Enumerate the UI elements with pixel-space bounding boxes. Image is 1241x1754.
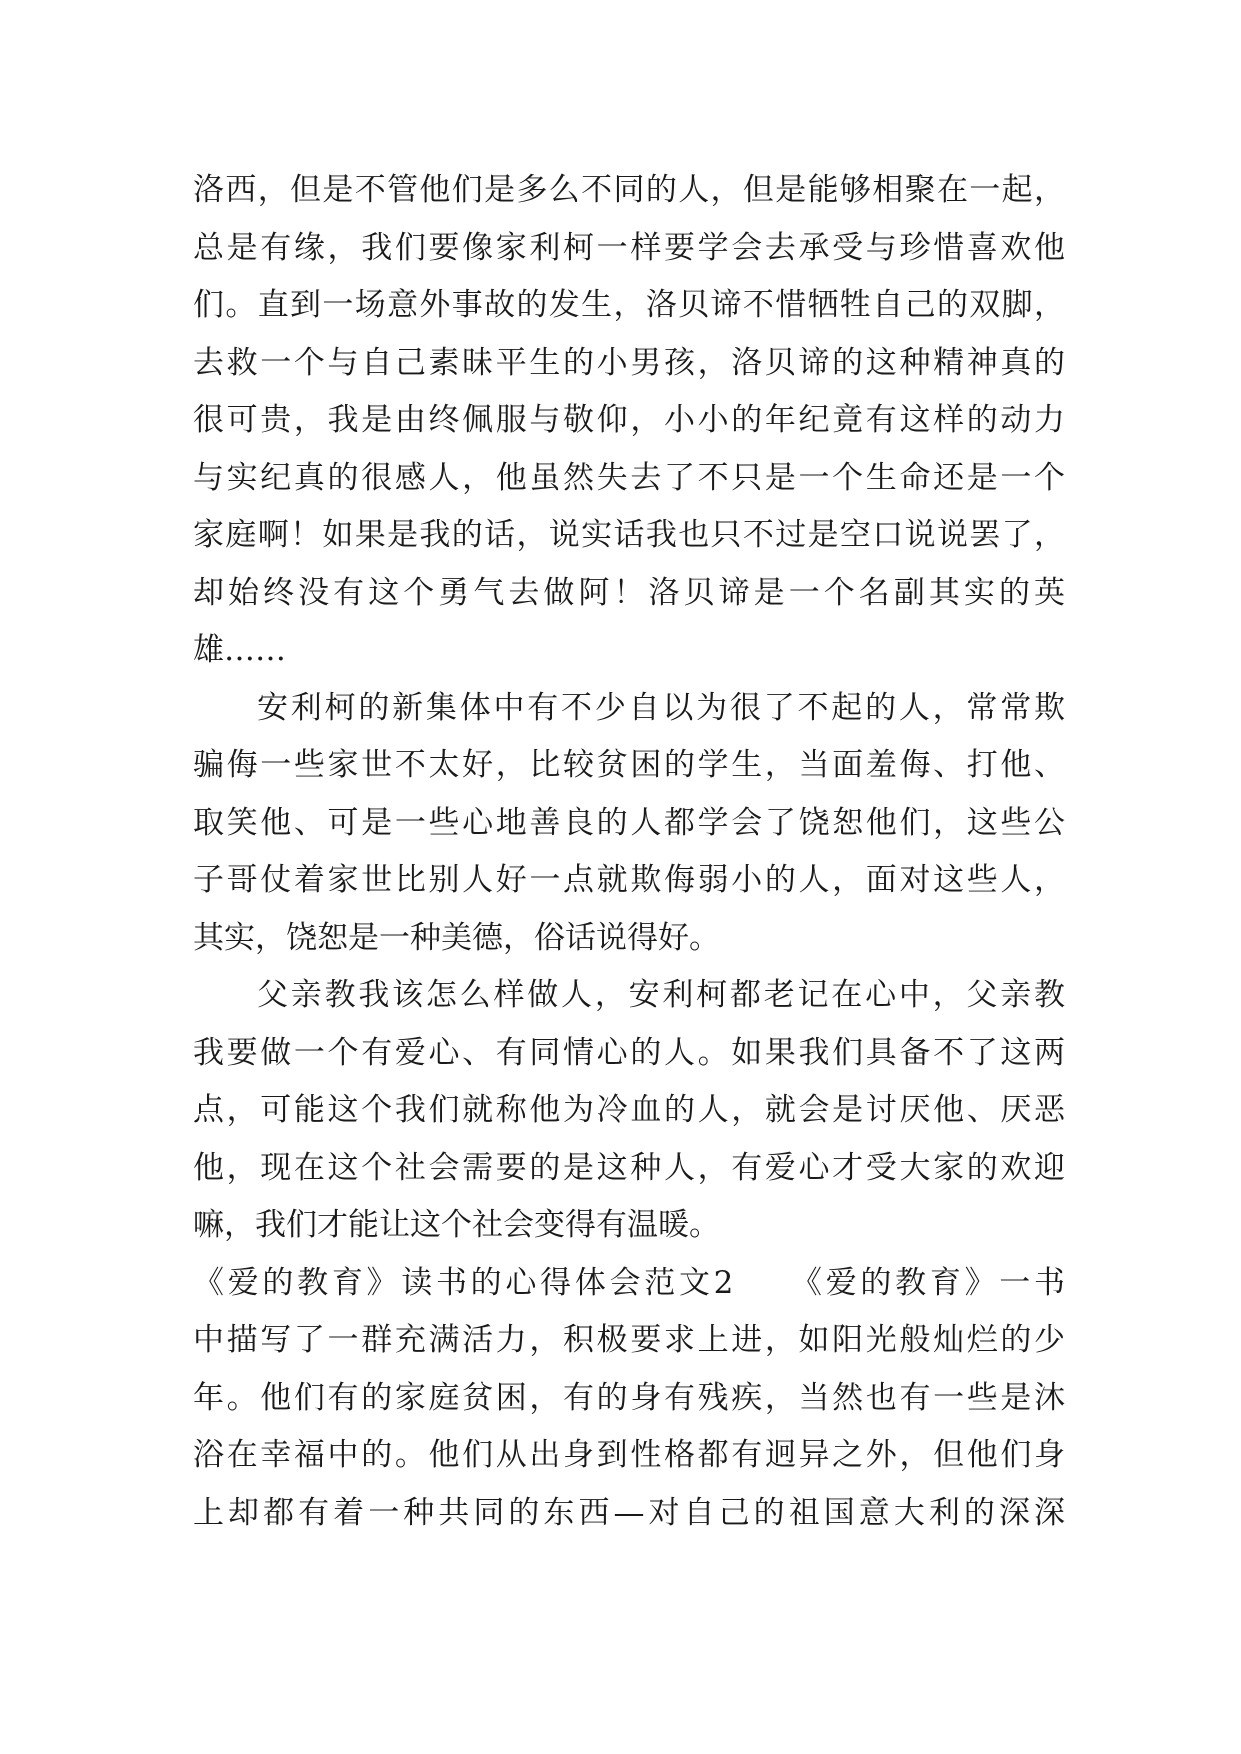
- text-line: 其实，饶恕是一种美德，俗话说得好。: [193, 919, 720, 956]
- text-line: 与实纪真的很感人，他虽然失去了不只是一个生命还是一个: [193, 459, 1065, 496]
- text-line: 父亲教我该怎么样做人，安利柯都老记在心中，父亲教: [257, 977, 1065, 1013]
- text-line: 中描写了一群充满活力，积极要求上进，如阳光般灿烂的少: [193, 1322, 1065, 1358]
- text-line: 年。他们有的家庭贫困，有的身有残疾，当然也有一些是沐: [193, 1379, 1065, 1416]
- text-line: 雄……: [193, 632, 286, 668]
- text-line: 我要做一个有爱心、有同情心的人。如果我们具备不了这两: [193, 1034, 1065, 1071]
- paragraph-2: [193, 680, 1065, 968]
- paragraph-1: [193, 162, 1065, 680]
- text-line: 却始终没有这个勇气去做阿！洛贝谛是一个名副其实的英: [193, 574, 1065, 611]
- text-line: 很可贵，我是由终佩服与敬仰，小小的年纪竟有这样的动力: [193, 402, 1065, 438]
- text-line: 子哥仗着家世比别人好一点就欺侮弱小的人，面对这些人，: [193, 862, 1065, 898]
- text-line: 骗侮一些家世不太好，比较贫困的学生，当面羞侮、打他、: [193, 747, 1065, 783]
- text-line: 嘛，我们才能让这个社会变得有温暖。: [193, 1207, 720, 1243]
- document-body: [193, 162, 1065, 1542]
- text-line: 去救一个与自己素昧平生的小男孩，洛贝谛的这种精神真的: [193, 344, 1065, 381]
- text-line: 们。直到一场意外事故的发生，洛贝谛不惜牺牲自己的双脚，: [193, 287, 1065, 323]
- text-line: 上却都有着一种共同的东西—对自己的祖国意大利的深深: [193, 1494, 1065, 1531]
- text-line: 《爱的教育》读书的心得体会范文2 《爱的教育》一书: [193, 1264, 1065, 1301]
- paragraph-4: [193, 1255, 1065, 1543]
- text-line: 洛西，但是不管他们是多么不同的人，但是能够相聚在一起，: [193, 172, 1065, 208]
- text-line: 家庭啊！如果是我的话，说实话我也只不过是空口说说罢了，: [193, 517, 1065, 553]
- text-line: 点，可能这个我们就称他为冷血的人，就会是讨厌他、厌恶: [193, 1092, 1065, 1128]
- text-line: 他，现在这个社会需要的是这种人，有爱心才受大家的欢迎: [193, 1149, 1065, 1186]
- text-line: 安利柯的新集体中有不少自以为很了不起的人，常常欺: [257, 689, 1065, 726]
- text-line: 取笑他、可是一些心地善良的人都学会了饶恕他们，这些公: [193, 804, 1065, 841]
- text-line: 总是有缘，我们要像家利柯一样要学会去承受与珍惜喜欢他: [193, 229, 1065, 266]
- text-line: 浴在幸福中的。他们从出身到性格都有迥异之外，但他们身: [193, 1437, 1065, 1473]
- paragraph-3: [193, 967, 1065, 1255]
